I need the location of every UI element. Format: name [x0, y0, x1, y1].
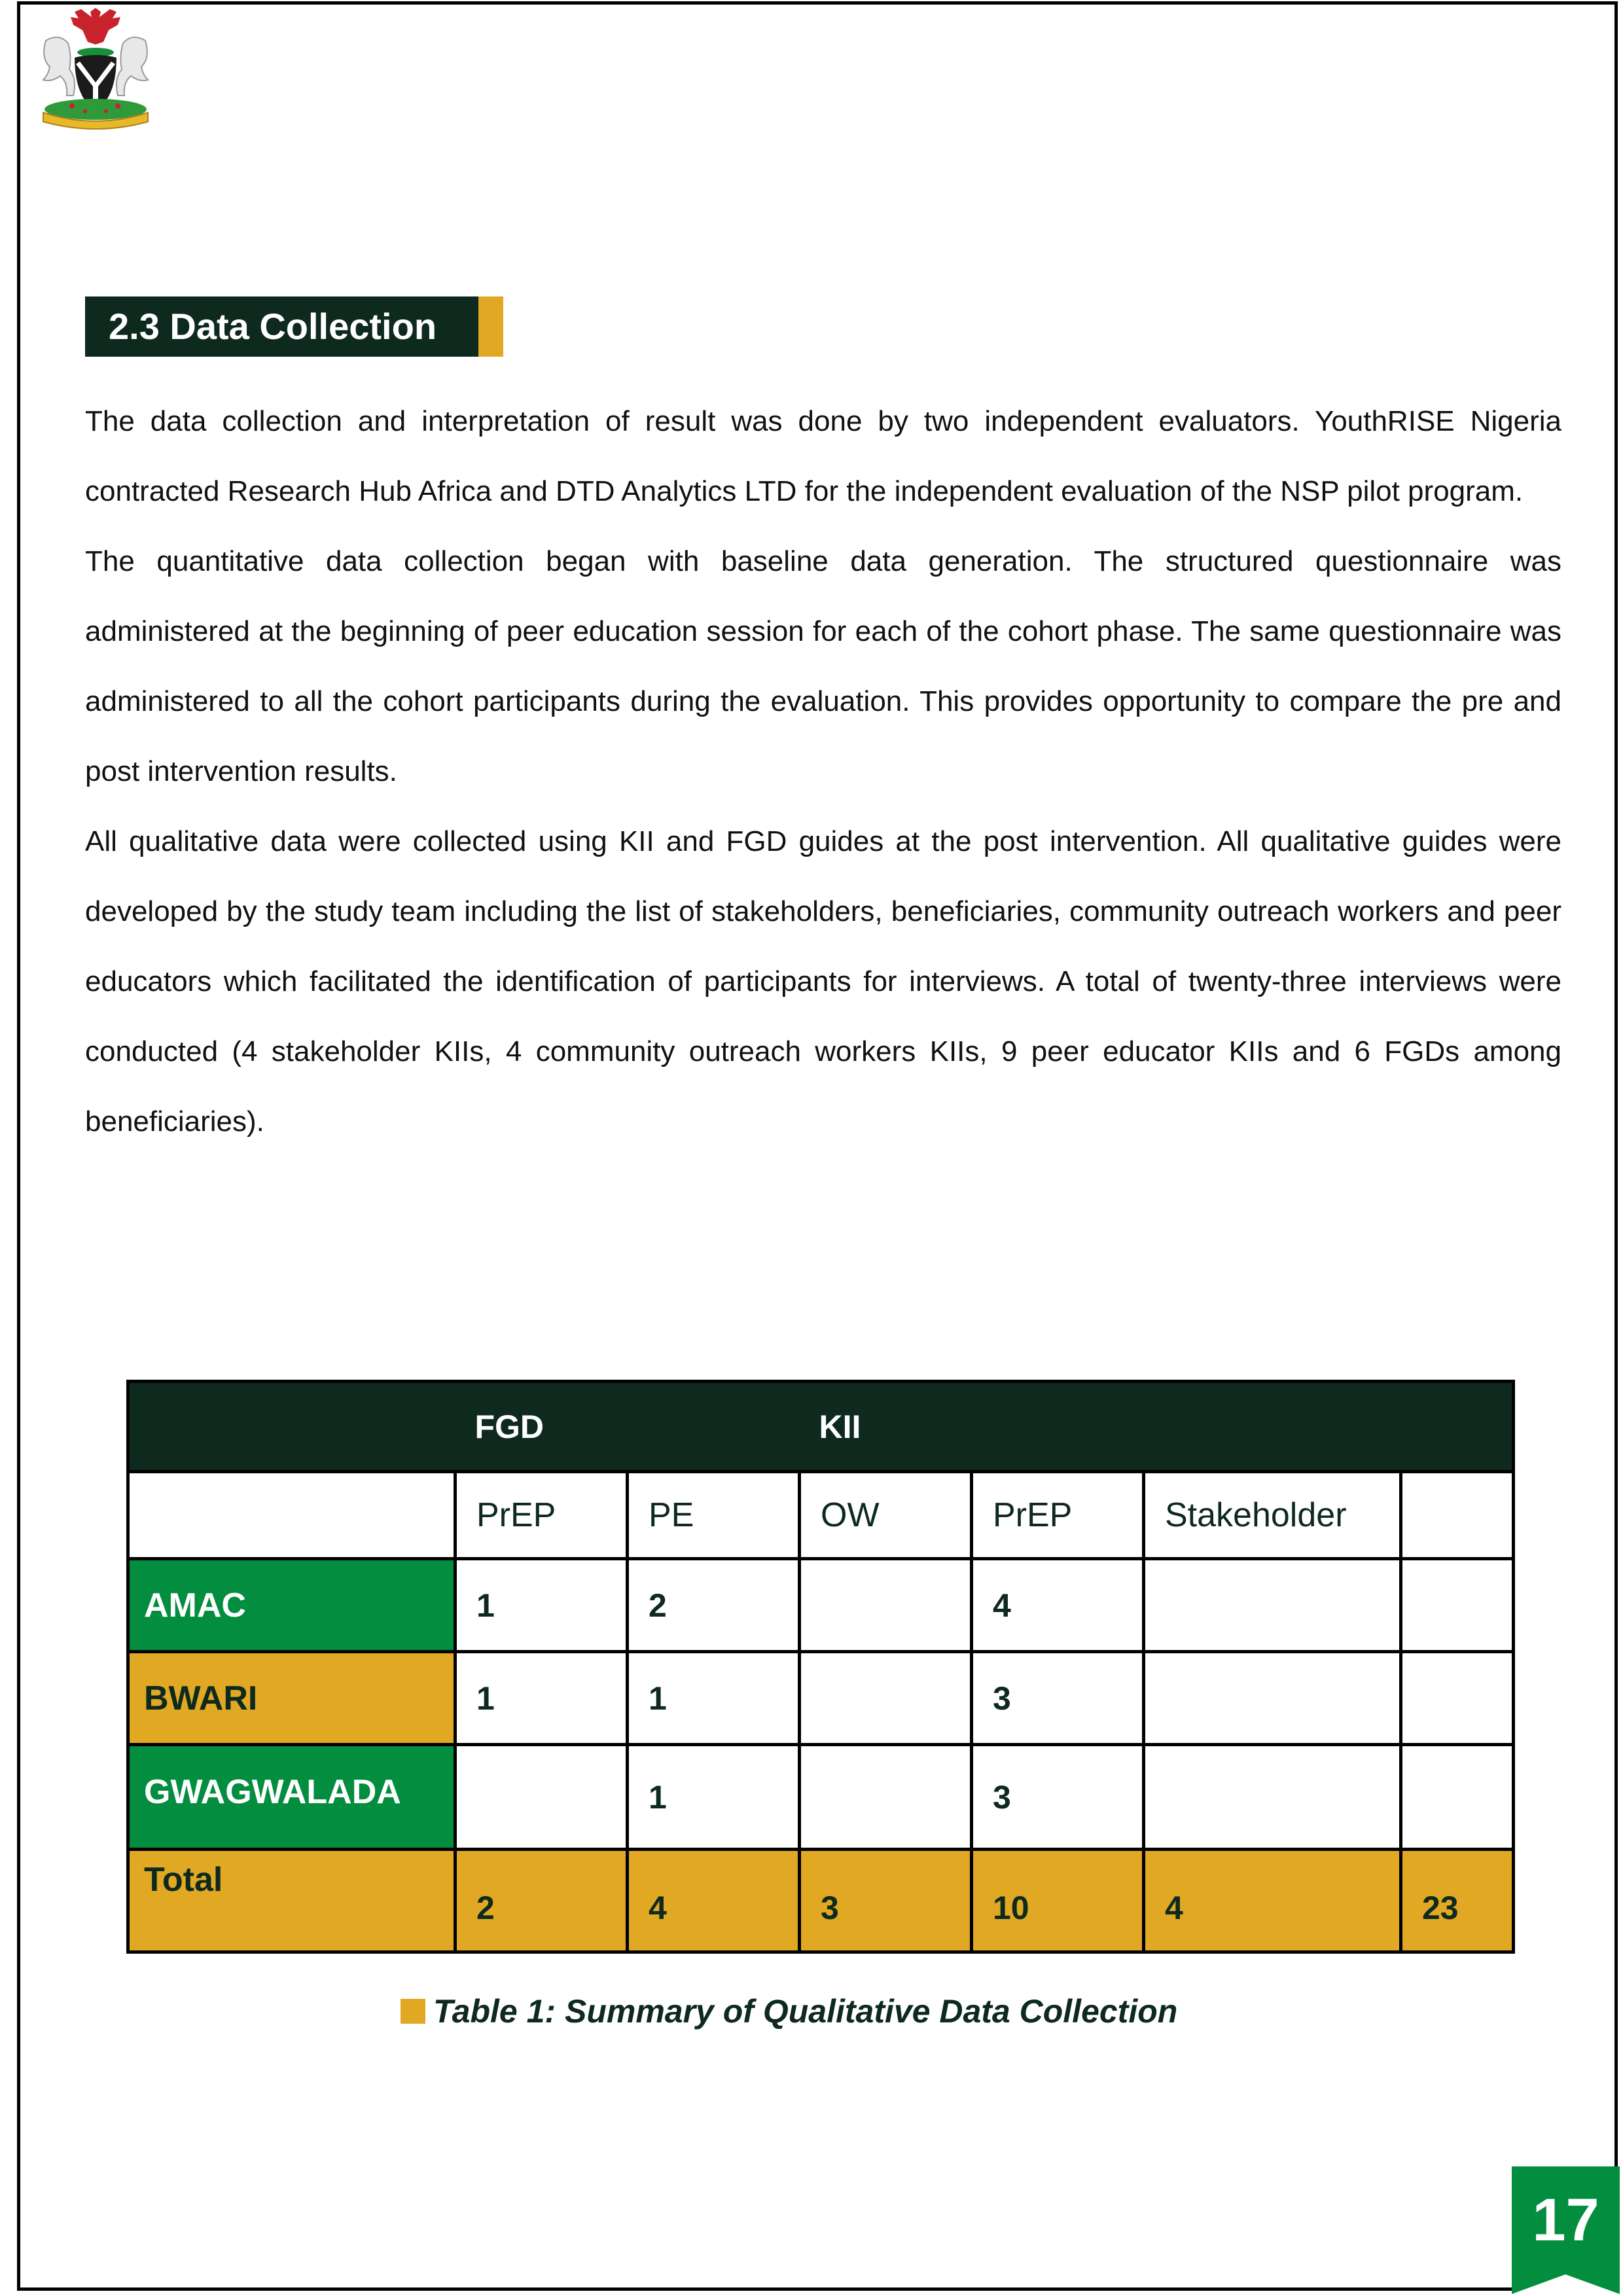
total-cell: 10: [972, 1850, 1144, 1952]
header-cell: [1401, 1382, 1514, 1472]
paragraph: All qualitative data were collected using KII and FGD guides at the post intervention. All qualitative guides were developed by the study team including the list of stakeholders, beneficiaries, community outreach workers and peer educators which facilitated the identification of participants for interviews. A total of twenty-three interviews were conducted (4 stakeholder KIIs, 4 community outreach workers KIIs, 9 peer educator KIIs and 6 FGDs among beneficiaries).: [85, 825, 1561, 1138]
total-cell: 3: [800, 1850, 972, 1952]
section-heading-accent: [478, 296, 503, 357]
table-cell: [1401, 1745, 1514, 1850]
header-cell: [628, 1382, 800, 1472]
table-cell: [1144, 1559, 1401, 1652]
table-cell: [1401, 1559, 1514, 1652]
table-cell: [1401, 1652, 1514, 1745]
table-cell: 3: [972, 1745, 1144, 1850]
subheader-cell: PrEP: [455, 1472, 628, 1559]
total-cell: 4: [1144, 1850, 1401, 1952]
total-cell: 23: [1401, 1850, 1514, 1952]
table-cell: [800, 1745, 972, 1850]
table-cell: 2: [628, 1559, 800, 1652]
caption-marker-icon: [401, 1999, 425, 2024]
subheader-cell: OW: [800, 1472, 972, 1559]
table-cell: 3: [972, 1652, 1144, 1745]
row-label: AMAC: [128, 1559, 455, 1652]
body-text: [85, 386, 1561, 1157]
row-label: GWAGWALADA: [128, 1745, 455, 1850]
page-number: 17: [1532, 2187, 1599, 2253]
bookmark-notch: [1512, 2274, 1620, 2294]
table-cell: [800, 1652, 972, 1745]
row-label: BWARI: [128, 1652, 455, 1745]
header-cell: [128, 1382, 455, 1472]
table-cell: 1: [628, 1652, 800, 1745]
table-cell: [1144, 1652, 1401, 1745]
subheader-cell: PrEP: [972, 1472, 1144, 1559]
table-cell: [800, 1559, 972, 1652]
caption-text: Table 1: Summary of Qualitative Data Collection: [433, 1993, 1178, 2030]
section-title: 2.3 Data Collection: [85, 296, 478, 357]
table-total-row: [128, 1850, 1514, 1952]
qualitative-data-table: [126, 1380, 1512, 1954]
coat-of-arms-logo: [20, 1, 171, 132]
total-cell: 4: [628, 1850, 800, 1952]
header-cell: [1144, 1382, 1401, 1472]
table-cell: 1: [455, 1652, 628, 1745]
page-number-badge: [1512, 2166, 1620, 2294]
table-subheader-row: [128, 1472, 1514, 1559]
table-cell: 1: [455, 1559, 628, 1652]
table-row: [128, 1559, 1514, 1652]
table-row: [128, 1652, 1514, 1745]
table-cell: [1144, 1745, 1401, 1850]
table-caption: [401, 1992, 1177, 2030]
table-cell: 4: [972, 1559, 1144, 1652]
header-cell-fgd: FGD: [455, 1382, 628, 1472]
subheader-cell: [128, 1472, 455, 1559]
header-cell-kii: KII: [800, 1382, 972, 1472]
header-cell: [972, 1382, 1144, 1472]
paragraph: The quantitative data collection began with baseline data generation. The structured questionnaire was administered at the beginning of peer education session for each of the cohort phase. The same questionnaire was administered to all the cohort participants during the evaluation. This provides opportunity to compare the pre and post intervention results.: [85, 545, 1561, 787]
total-cell: 2: [455, 1850, 628, 1952]
paragraph: The data collection and interpretation of result was done by two independent evaluators. YouthRISE Nigeria contracted Research Hub Africa and DTD Analytics LTD for the independent evaluation of the NSP pilot program.: [85, 405, 1561, 507]
subheader-cell: Stakeholder: [1144, 1472, 1401, 1559]
subheader-cell: PE: [628, 1472, 800, 1559]
subheader-cell: [1401, 1472, 1514, 1559]
total-label: Total: [128, 1850, 455, 1952]
section-heading: [85, 296, 503, 357]
table-cell: 1: [628, 1745, 800, 1850]
table-cell: [455, 1745, 628, 1850]
table-group-header-row: [128, 1382, 1514, 1472]
table-row: [128, 1745, 1514, 1850]
